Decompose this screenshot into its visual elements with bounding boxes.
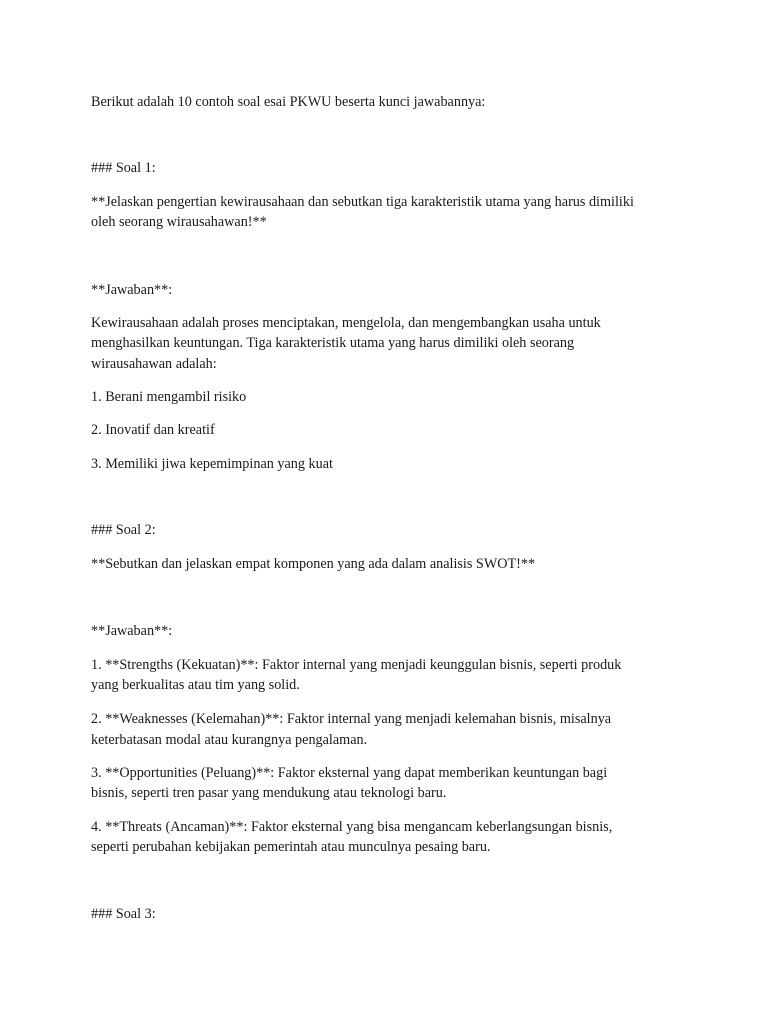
soal-2-list-item-line-2: yang berkualitas atau tim yang solid. — [91, 677, 300, 693]
soal-1-answer-line-1: Kewirausahaan adalah proses menciptakan, mengelola, dan mengembangkan usaha untuk — [91, 315, 601, 331]
intro-text: Berikut adalah 10 contoh soal esai PKWU beserta kunci jawabannya: — [91, 94, 486, 110]
soal-1-heading: ### Soal 1: — [91, 160, 156, 176]
soal-3-heading: ### Soal 3: — [91, 906, 156, 922]
soal-1-list-item: 2. Inovatif dan kreatif — [91, 422, 215, 438]
soal-1-question-line-1: **Jelaskan pengertian kewirausahaan dan sebutkan tiga karakteristik utama yang harus dimiliki — [91, 194, 634, 210]
soal-1-answer-line-3: wirausahawan adalah: — [91, 356, 217, 372]
soal-1-answer-label: **Jawaban**: — [91, 282, 173, 298]
soal-2-answer-label: **Jawaban**: — [91, 623, 173, 639]
soal-1-list-item: 1. Berani mengambil risiko — [91, 389, 247, 405]
soal-2-list-item-line-1: 2. **Weaknesses (Kelemahan)**: Faktor internal yang menjadi kelemahan bisnis, misalnya — [91, 711, 612, 727]
soal-2-heading: ### Soal 2: — [91, 522, 156, 538]
soal-2-list-item-line-2: seperti perubahan kebijakan pemerintah atau munculnya pesaing baru. — [91, 839, 491, 855]
soal-2-question: **Sebutkan dan jelaskan empat komponen yang ada dalam analisis SWOT!** — [91, 556, 536, 572]
soal-1-list-item: 3. Memiliki jiwa kepemimpinan yang kuat — [91, 456, 333, 472]
soal-2-list-item-line-1: 3. **Opportunities (Peluang)**: Faktor eksternal yang dapat memberikan keuntungan bagi — [91, 765, 608, 781]
soal-2-list-item-line-2: bisnis, seperti tren pasar yang mendukung atau teknologi baru. — [91, 785, 447, 801]
soal-1-question-line-2: oleh seorang wirausahawan!** — [91, 214, 267, 230]
soal-2-list-item-line-1: 1. **Strengths (Kekuatan)**: Faktor internal yang menjadi keunggulan bisnis, seperti produk — [91, 657, 622, 673]
soal-1-answer-line-2: menghasilkan keuntungan. Tiga karakteristik utama yang harus dimiliki oleh seorang — [91, 335, 575, 351]
soal-2-list-item-line-2: keterbatasan modal atau kurangnya pengalaman. — [91, 732, 368, 748]
soal-2-list-item-line-1: 4. **Threats (Ancaman)**: Faktor eksternal yang bisa mengancam keberlangsungan bisnis, — [91, 819, 613, 835]
